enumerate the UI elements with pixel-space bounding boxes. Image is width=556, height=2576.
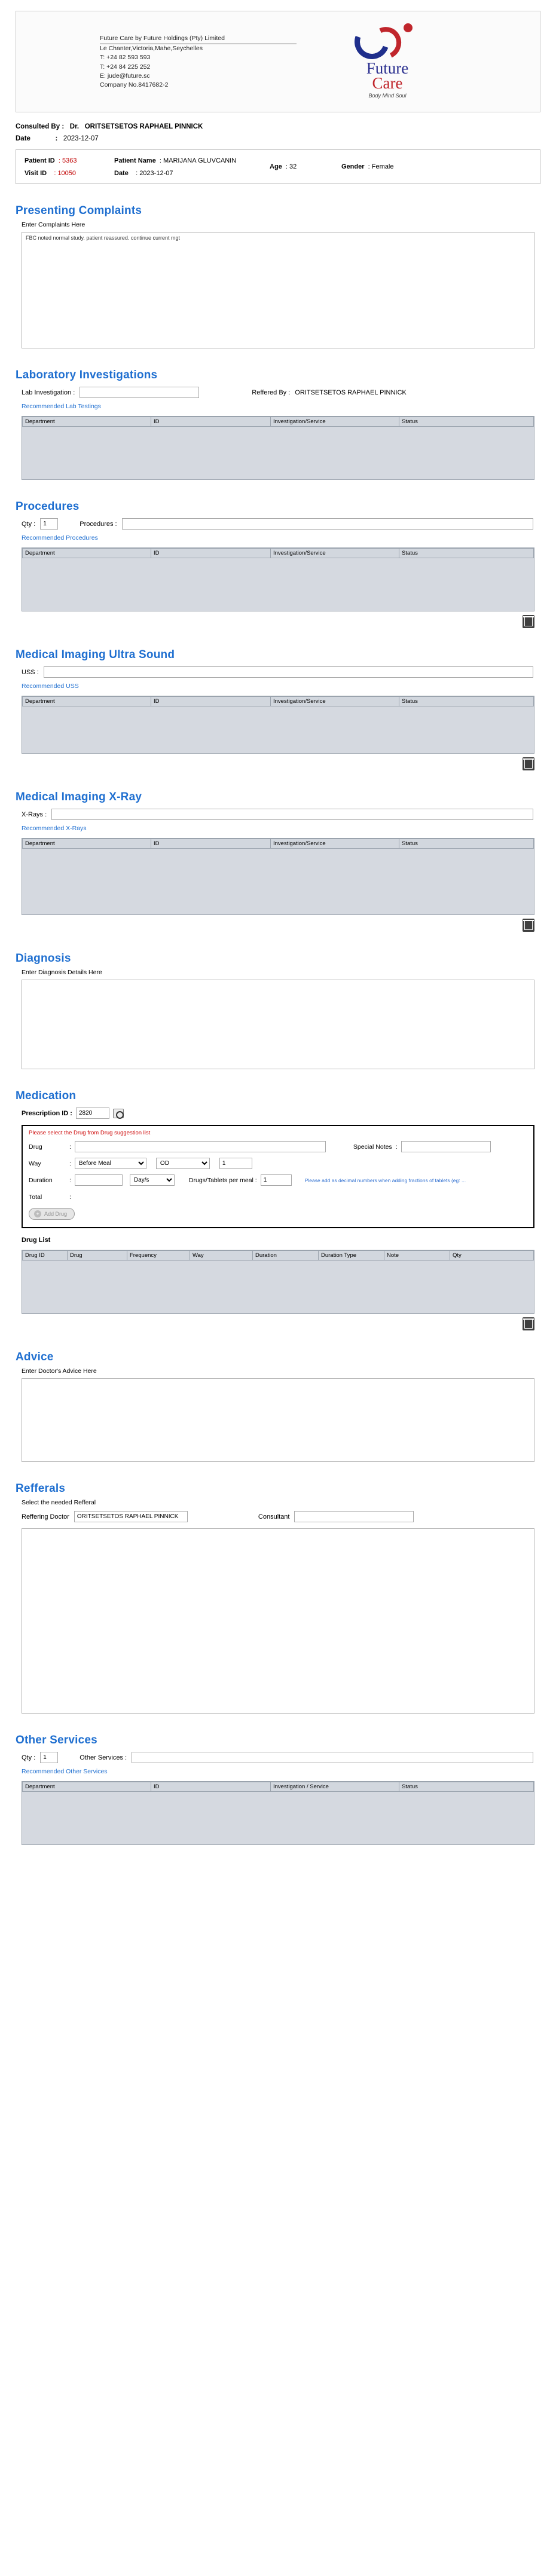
drug-list-title: Drug List xyxy=(22,1237,51,1244)
medication-entry-box xyxy=(22,1125,534,1228)
section-title-referrals: Refferals xyxy=(16,1482,66,1495)
proc-col-investigation: Investigation/Service xyxy=(271,549,399,558)
drug-col-duration-type: Duration Type xyxy=(319,1251,384,1261)
total-label: Total xyxy=(29,1193,42,1201)
per-meal-input[interactable] xyxy=(261,1174,292,1186)
uss-grid-body xyxy=(22,706,534,753)
other-col-id: ID xyxy=(151,1782,271,1792)
prescription-id-input[interactable] xyxy=(76,1108,109,1119)
other-col-investigation: Investigation / Service xyxy=(271,1782,399,1792)
uss-input[interactable] xyxy=(44,666,533,678)
other-col-department: Department xyxy=(23,1782,151,1792)
referred-by-label: Reffered By : xyxy=(252,388,291,396)
add-drug-button[interactable] xyxy=(29,1208,75,1220)
total-row xyxy=(29,1191,527,1203)
patient-age-label: Age xyxy=(270,163,282,170)
xray-input[interactable] xyxy=(51,809,533,820)
way-label: Way xyxy=(29,1159,41,1167)
consult-date-value: 2023-12-07 xyxy=(63,135,99,142)
xray-grid-body xyxy=(22,849,534,914)
lab-investigation-input[interactable] xyxy=(80,387,199,398)
duration-sep: : xyxy=(69,1176,71,1184)
xray-col-id: ID xyxy=(151,839,271,849)
clinic-header xyxy=(16,11,540,112)
drug-sep: : xyxy=(69,1143,71,1151)
duration-input[interactable] xyxy=(75,1174,123,1186)
clinic-phone-1: T: +24 82 593 593 xyxy=(100,54,151,62)
patient-id-col xyxy=(25,157,114,177)
patient-info-bar xyxy=(16,149,540,184)
xray-col-status: Status xyxy=(399,839,534,849)
visit-id-value: : 10050 xyxy=(54,169,77,177)
other-services-input-row xyxy=(22,1752,540,1763)
search-icon[interactable] xyxy=(113,1109,124,1118)
duration-unit-select[interactable] xyxy=(130,1174,175,1186)
logo-red-dot-icon xyxy=(404,23,413,32)
patient-gender-value: : Female xyxy=(368,163,394,170)
proc-col-department: Department xyxy=(23,549,151,558)
lab-input-row xyxy=(22,387,540,398)
other-services-grid xyxy=(22,1781,534,1845)
patient-name-value: : MARIJANA GLUVCANIN xyxy=(159,157,237,164)
patient-id-value: : 5363 xyxy=(58,157,77,164)
logo-tagline: Body Mind Soul xyxy=(368,93,407,99)
uss-label: USS : xyxy=(22,668,39,676)
drug-list-grid-body xyxy=(22,1261,534,1313)
other-col-status: Status xyxy=(399,1782,534,1792)
way-sep: : xyxy=(69,1159,71,1167)
way-select[interactable] xyxy=(75,1158,146,1169)
clinic-name: Future Care by Future Holdings (Pty) Limited xyxy=(100,34,297,44)
lab-results-grid xyxy=(22,416,534,480)
section-title-xray: Medical Imaging X-Ray xyxy=(16,791,142,803)
total-sep: : xyxy=(69,1193,71,1201)
recommended-lab-testings-link[interactable]: Recommended Lab Testings xyxy=(22,403,101,410)
trash-icon[interactable] xyxy=(523,919,534,932)
complaints-textarea[interactable]: FBC noted normal study. patient reassured. continue current mgt xyxy=(22,232,534,348)
recommended-uss-link[interactable]: Recommended USS xyxy=(22,683,79,690)
referring-doctor-input[interactable] xyxy=(74,1511,188,1522)
drug-list-grid xyxy=(22,1250,534,1314)
section-title-uss: Medical Imaging Ultra Sound xyxy=(16,648,175,661)
lab-col-status: Status xyxy=(399,417,534,427)
uss-col-id: ID xyxy=(151,697,271,706)
advice-subtitle: Enter Doctor's Advice Here xyxy=(22,1367,97,1375)
clinic-email: E: jude@future.sc xyxy=(100,72,150,79)
other-services-label: Other Services : xyxy=(80,1754,127,1761)
diagnosis-textarea[interactable] xyxy=(22,980,534,1069)
other-services-grid-body xyxy=(22,1792,534,1844)
patient-name-col xyxy=(114,157,270,177)
way-row xyxy=(29,1158,527,1169)
per-meal-label: Drugs/Tablets per meal : xyxy=(188,1176,257,1184)
section-title-procedures: Procedures xyxy=(16,500,80,513)
drug-col-drug: Drug xyxy=(68,1251,127,1261)
visit-id-label: Visit ID xyxy=(25,169,47,177)
lab-col-investigation: Investigation/Service xyxy=(271,417,399,427)
clinic-phone-2: T: +24 84 225 252 xyxy=(100,63,151,71)
patient-gender-label: Gender xyxy=(341,163,365,170)
referrals-subtitle: Select the needed Refferal xyxy=(22,1499,96,1506)
route-qty-input[interactable] xyxy=(219,1158,252,1169)
procedures-qty-label: Qty : xyxy=(22,520,36,528)
drug-col-note: Note xyxy=(384,1251,450,1261)
advice-textarea[interactable] xyxy=(22,1378,534,1462)
other-services-qty-label: Qty : xyxy=(22,1754,36,1761)
trash-icon[interactable] xyxy=(523,615,534,628)
trash-icon[interactable] xyxy=(523,1317,534,1330)
section-title-other-services: Other Services xyxy=(16,1734,97,1746)
patient-gender-col xyxy=(341,163,393,170)
complaints-subtitle: Enter Complaints Here xyxy=(22,221,85,228)
clinic-info xyxy=(100,34,297,90)
consult-date-label: Date xyxy=(16,135,30,142)
xray-input-row xyxy=(22,809,540,820)
xray-label: X-Rays : xyxy=(22,810,47,818)
prescription-id-row xyxy=(22,1108,540,1119)
medication-warning: Please select the Drug from Drug suggestion list xyxy=(29,1130,151,1136)
section-title-lab: Laboratory Investigations xyxy=(16,369,158,381)
xray-delete-row xyxy=(16,919,534,932)
trash-icon[interactable] xyxy=(523,757,534,770)
clinic-company-no: Company No.8417682-2 xyxy=(100,81,169,89)
procedures-grid-body xyxy=(22,558,534,611)
section-title-advice: Advice xyxy=(16,1351,54,1363)
diagnosis-subtitle: Enter Diagnosis Details Here xyxy=(22,969,102,976)
prescription-id-label: Prescription ID : xyxy=(22,1109,72,1117)
procedures-label: Procedures : xyxy=(80,520,117,528)
xray-col-department: Department xyxy=(23,839,151,849)
logo-mark-icon xyxy=(331,23,444,60)
section-title-medication: Medication xyxy=(16,1090,77,1102)
drug-col-duration: Duration xyxy=(253,1251,319,1261)
uss-col-department: Department xyxy=(23,697,151,706)
special-notes-sep: : xyxy=(395,1143,398,1151)
consult-date-row xyxy=(16,135,540,142)
consultant-label: Consultant xyxy=(258,1513,290,1520)
drug-delete-row xyxy=(16,1317,534,1330)
consultation-page xyxy=(0,11,556,1869)
referred-by-value: ORITSETSETOS RAPHAEL PINNICK xyxy=(295,388,407,396)
duration-label: Duration xyxy=(29,1176,53,1184)
drug-label: Drug xyxy=(29,1143,42,1151)
uss-col-investigation: Investigation/Service xyxy=(271,697,399,706)
consult-date-sep: : xyxy=(55,135,58,142)
proc-col-status: Status xyxy=(399,549,534,558)
clinic-logo xyxy=(331,23,444,101)
section-title-complaints: Presenting Complaints xyxy=(16,204,142,217)
drug-input[interactable] xyxy=(75,1141,326,1152)
recommended-other-services-link[interactable]: Recommended Other Services xyxy=(22,1768,108,1775)
lab-investigation-label: Lab Investigation : xyxy=(22,388,75,396)
patient-age-value: : 32 xyxy=(285,163,297,170)
patient-id-label: Patient ID xyxy=(25,157,55,164)
patient-age-col xyxy=(270,163,341,170)
uss-delete-row xyxy=(16,757,534,770)
consulted-by-row xyxy=(16,123,540,130)
drug-col-qty: Qty xyxy=(450,1251,534,1261)
plus-icon: + xyxy=(34,1210,41,1217)
consultant-input[interactable] xyxy=(294,1511,414,1522)
uss-col-status: Status xyxy=(399,697,534,706)
procedures-delete-row xyxy=(16,615,534,628)
procedures-grid xyxy=(22,547,534,611)
drug-col-way: Way xyxy=(190,1251,253,1261)
proc-col-id: ID xyxy=(151,549,271,558)
lab-col-department: Department xyxy=(23,417,151,427)
drug-col-frequency: Frequency xyxy=(127,1251,190,1261)
xray-col-investigation: Investigation/Service xyxy=(271,839,399,849)
recommended-procedures-link[interactable]: Recommended Procedures xyxy=(22,534,98,541)
patient-name-label: Patient Name xyxy=(114,157,156,164)
drug-col-id: Drug ID xyxy=(23,1251,68,1261)
referrals-panel[interactable] xyxy=(22,1528,534,1714)
other-services-input[interactable] xyxy=(132,1752,533,1763)
procedures-input-row xyxy=(22,518,540,530)
referral-input-row xyxy=(22,1511,540,1522)
logo-word-future: Future xyxy=(366,59,409,77)
add-drug-label: Add Drug xyxy=(44,1211,68,1217)
route-select[interactable] xyxy=(156,1158,210,1169)
procedures-qty-input[interactable] xyxy=(40,518,58,530)
drug-row xyxy=(29,1141,527,1152)
visit-date-value: : 2023-12-07 xyxy=(136,169,173,177)
clinic-address: Le Chanter,Victoria,Mahe,Seychelles xyxy=(100,45,203,53)
lab-grid-body xyxy=(22,427,534,479)
visit-date-label: Date xyxy=(114,169,129,177)
logo-word-care: Care xyxy=(372,74,403,92)
uss-input-row xyxy=(22,666,540,678)
consulted-by-doctor: ORITSETSETOS RAPHAEL PINNICK xyxy=(84,123,203,130)
special-notes-label: Special Notes xyxy=(353,1143,392,1151)
section-title-diagnosis: Diagnosis xyxy=(16,952,71,965)
referring-doctor-label: Reffering Doctor xyxy=(22,1513,69,1520)
lab-col-id: ID xyxy=(151,417,271,427)
consulted-by-prefix: Dr. xyxy=(69,123,80,130)
duration-row xyxy=(29,1174,527,1186)
procedures-input[interactable] xyxy=(122,518,533,530)
consulted-by-label: Consulted By xyxy=(16,123,60,130)
other-services-qty-input[interactable] xyxy=(40,1752,58,1763)
decimal-note: Please add as decimal numbers when adding fractions of tablets (eg: ... xyxy=(304,1177,466,1183)
xray-grid xyxy=(22,838,534,915)
special-notes-input[interactable] xyxy=(401,1141,491,1152)
recommended-xrays-link[interactable]: Recommended X-Rays xyxy=(22,825,87,832)
consulted-by-sep: : xyxy=(62,123,65,130)
uss-grid xyxy=(22,696,534,754)
